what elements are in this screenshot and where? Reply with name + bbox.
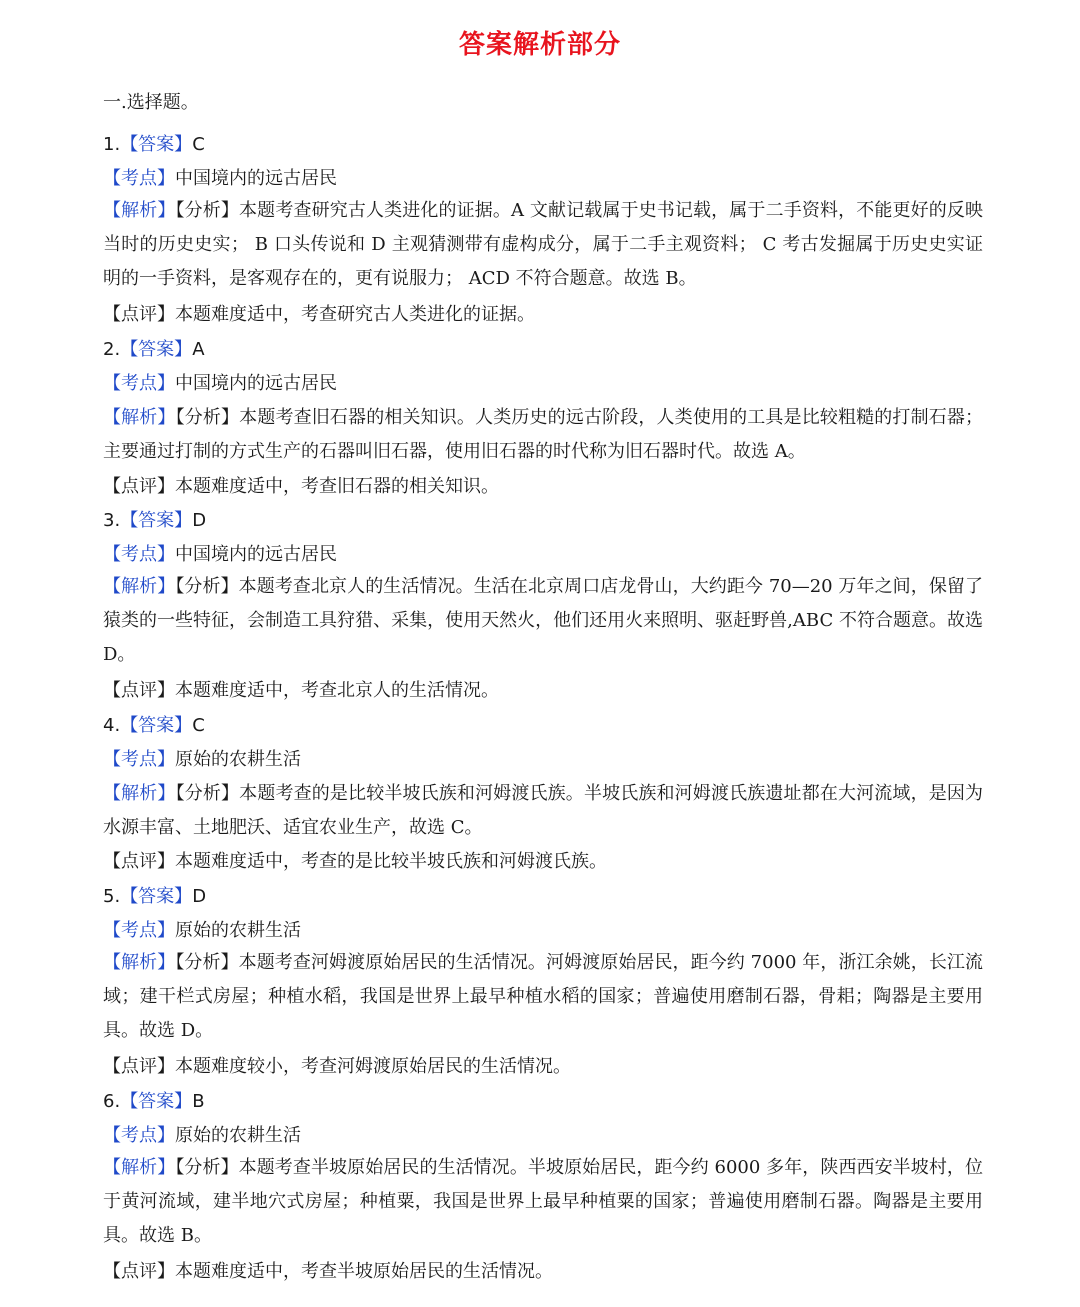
- analysis-tag: 【解析】: [103, 952, 176, 973]
- analysis-tag: 【解析】: [103, 1157, 176, 1178]
- analysis-para-3: [103, 570, 983, 672]
- section-heading: 一.选择题。: [103, 92, 199, 113]
- topic-line-4: [103, 743, 983, 777]
- analysis-text: 【分析】本题考查北京人的生活情况。生活在北京周口店龙骨山，大约距今 70—20 万年之间，保留了猿类的一些特征，会制造工具狩猎、采集，使用天然火，他们还用火来照明、驱赶野兽,ABC 不符合题意。故选 D。: [103, 576, 983, 665]
- comment-line-4: 【点评】本题难度适中，考查的是比较半坡氏族和河姆渡氏族。: [103, 851, 607, 872]
- question-number: 4.: [103, 715, 121, 736]
- analysis-tag: 【解析】: [103, 200, 176, 221]
- topic-text: 中国境内的远古居民: [175, 373, 337, 394]
- question-number: 6.: [103, 1091, 121, 1112]
- answer-value: C: [192, 715, 205, 736]
- topic-tag: 【考点】: [103, 373, 175, 394]
- comment-line-2: 【点评】本题难度适中，考查旧石器的相关知识。: [103, 476, 499, 497]
- analysis-text: 【分析】本题考查旧石器的相关知识。人类历史的远古阶段，人类使用的工具是比较粗糙的打制石器；主要通过打制的方式生产的石器叫旧石器，使用旧石器的时代称为旧石器时代。故选 A。: [103, 407, 984, 462]
- analysis-text: 【分析】本题考查河姆渡原始居民的生活情况。河姆渡原始居民，距今约 7000 年，浙江余姚，长江流域；建干栏式房屋；种植水稻，我国是世界上最早种植水稻的国家；普遍使用磨制石器，骨耜；陶器是主要用具。故选 D。: [103, 952, 984, 1041]
- comment-line-1: 【点评】本题难度适中，考查研究古人类进化的证据。: [103, 304, 535, 325]
- topic-text: 原始的农耕生活: [175, 749, 301, 770]
- topic-text: 中国境内的远古居民: [175, 544, 337, 565]
- topic-tag: 【考点】: [103, 749, 175, 770]
- topic-line-5: [103, 914, 983, 948]
- analysis-para-1: [103, 194, 983, 296]
- topic-text: 原始的农耕生活: [175, 920, 301, 941]
- topic-line-2: [103, 367, 983, 401]
- page-title: 答案解析部分: [458, 30, 621, 60]
- topic-tag: 【考点】: [103, 544, 175, 565]
- topic-tag: 【考点】: [103, 1125, 175, 1146]
- answer-tag: 【答案】: [120, 339, 193, 360]
- answer-line-4: [103, 709, 983, 743]
- answer-tag: 【答案】: [120, 510, 193, 531]
- analysis-para-6: [103, 1151, 983, 1253]
- answer-line-6: [103, 1085, 983, 1119]
- question-number: 3.: [103, 510, 121, 531]
- question-number: 1.: [103, 134, 121, 155]
- question-number: 2.: [103, 339, 121, 360]
- analysis-text: 【分析】本题考查的是比较半坡氏族和河姆渡氏族。半坡氏族和河姆渡氏族遗址都在大河流域，是因为水源丰富、土地肥沃、适宜农业生产，故选 C。: [103, 783, 984, 838]
- topic-line-6: [103, 1119, 983, 1153]
- answer-line-2: [103, 333, 983, 367]
- comment-line-6: 【点评】本题难度适中，考查半坡原始居民的生活情况。: [103, 1261, 553, 1282]
- analysis-para-2: [103, 401, 983, 469]
- analysis-tag: 【解析】: [103, 407, 176, 428]
- topic-text: 中国境内的远古居民: [175, 168, 337, 189]
- answer-line-3: [103, 504, 983, 538]
- answer-line-5: [103, 880, 983, 914]
- answer-value: D: [192, 510, 207, 531]
- topic-line-1: [103, 162, 983, 196]
- answer-tag: 【答案】: [120, 886, 193, 907]
- analysis-para-5: [103, 946, 983, 1048]
- answer-value: A: [192, 339, 205, 360]
- topic-line-3: [103, 538, 983, 572]
- answer-line-1: [103, 128, 983, 162]
- answer-value: C: [192, 134, 205, 155]
- topic-tag: 【考点】: [103, 168, 175, 189]
- answer-tag: 【答案】: [120, 1091, 193, 1112]
- comment-line-3: 【点评】本题难度适中，考查北京人的生活情况。: [103, 680, 499, 701]
- analysis-para-4: [103, 777, 983, 845]
- analysis-text: 【分析】本题考查半坡原始居民的生活情况。半坡原始居民，距今约 6000 多年，陕西西安半坡村，位于黄河流域，建半地穴式房屋；种植粟，我国是世界上最早种植粟的国家；普遍使用磨制石器。陶器是主要用具。故选 B。: [103, 1157, 984, 1246]
- question-number: 5.: [103, 886, 121, 907]
- answer-tag: 【答案】: [120, 715, 193, 736]
- analysis-text: 【分析】本题考查研究古人类进化的证据。A 文献记载属于史书记载，属于二手资料，不能更好的反映当时的历史史实； B 口头传说和 D 主观猜测带有虚构成分，属于二手主观资料； C 考古发掘属于历史史实证明的一手资料，是客观存在的，更有说服力； ACD 不符合题意。故选 B。: [103, 200, 984, 289]
- answer-value: B: [192, 1091, 205, 1112]
- topic-text: 原始的农耕生活: [175, 1125, 301, 1146]
- comment-line-5: 【点评】本题难度较小，考查河姆渡原始居民的生活情况。: [103, 1056, 571, 1077]
- answer-tag: 【答案】: [120, 134, 193, 155]
- analysis-tag: 【解析】: [103, 783, 176, 804]
- analysis-tag: 【解析】: [103, 576, 176, 597]
- answer-value: D: [192, 886, 207, 907]
- topic-tag: 【考点】: [103, 920, 175, 941]
